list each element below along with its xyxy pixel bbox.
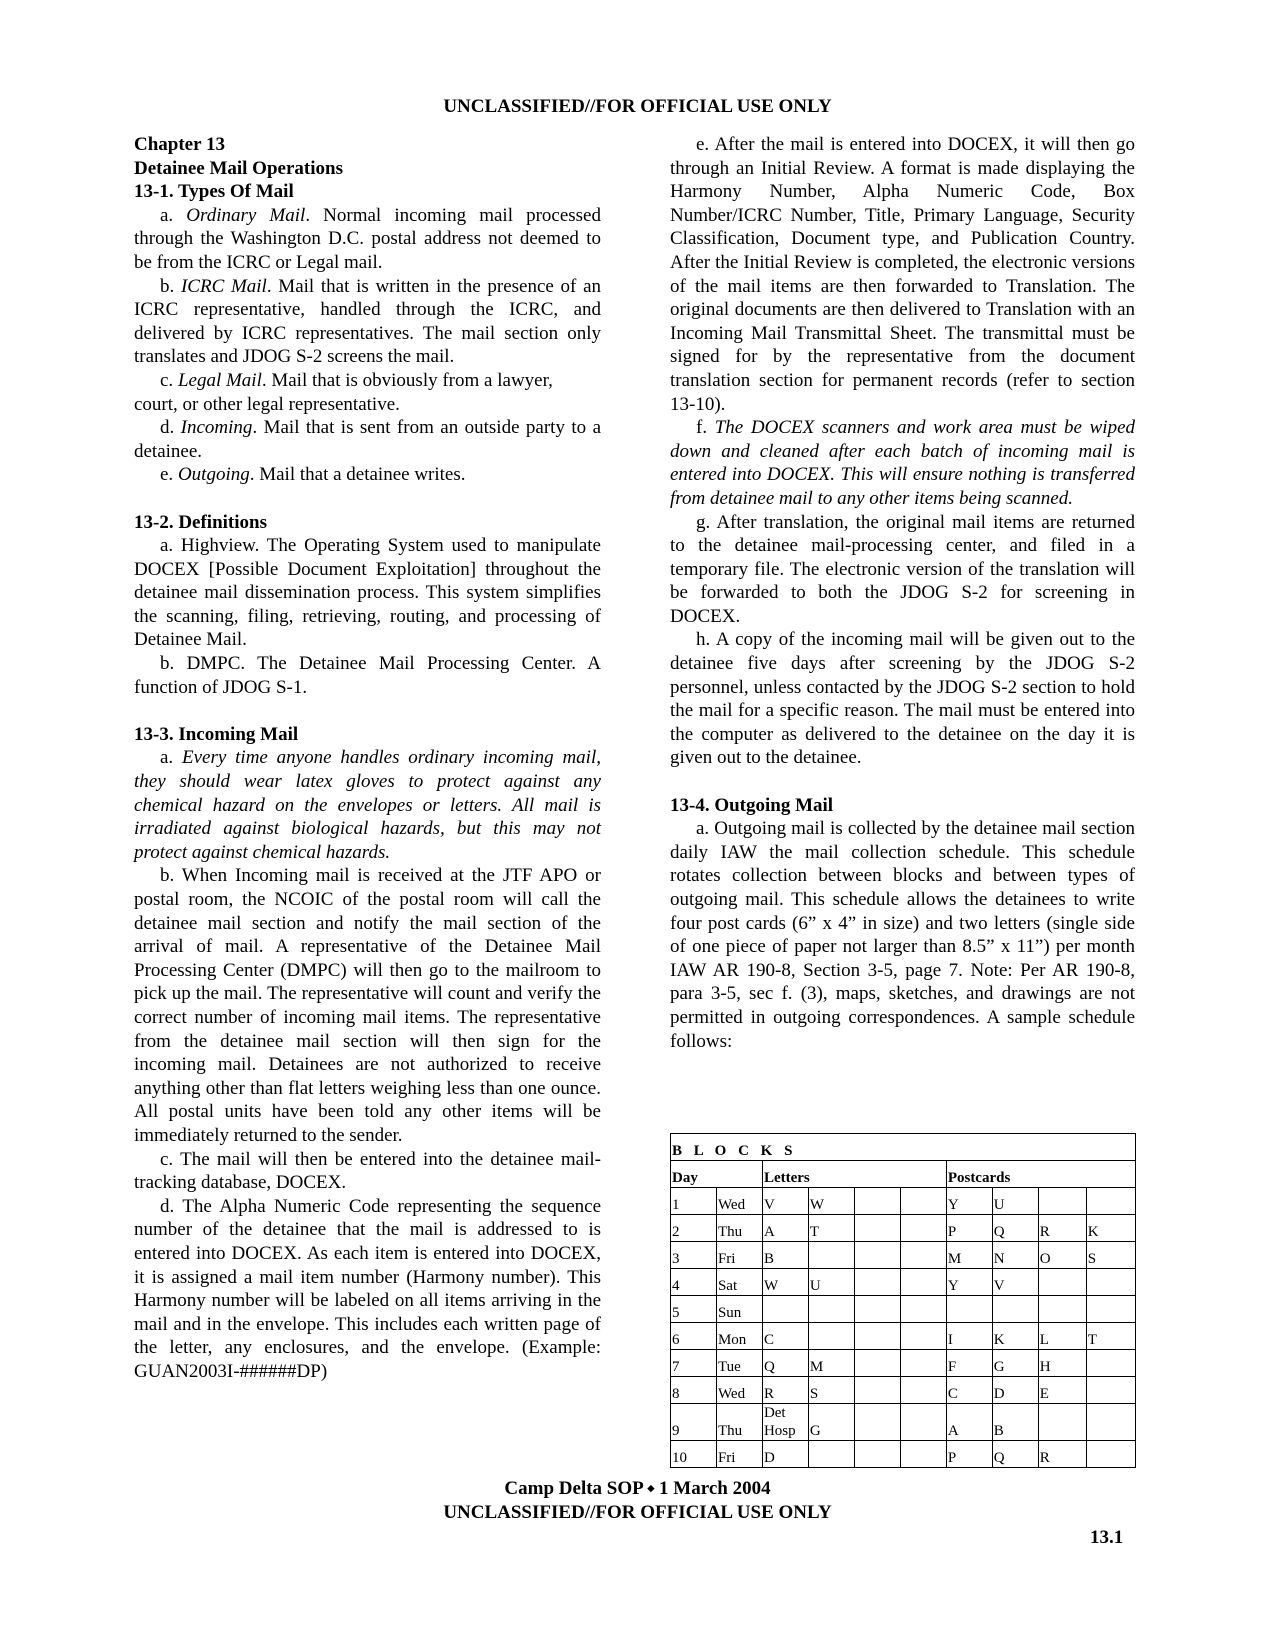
- schedule-cell-day: Thu: [716, 1215, 762, 1242]
- schedule-cell-p1: F: [946, 1350, 992, 1377]
- para-13-3-c: c. The mail will then be entered into the detainee mail-tracking database, DOCEX.: [134, 1148, 601, 1194]
- schedule-cell-l1: V: [762, 1188, 808, 1215]
- schedule-cell-p4: [1086, 1188, 1135, 1215]
- schedule-cell-p2: N: [992, 1242, 1038, 1269]
- schedule-cell-l3: [854, 1441, 900, 1468]
- para-13-2-b: b. DMPC. The Detainee Mail Processing Center. A function of JDOG S-1.: [134, 653, 601, 698]
- schedule-cell-p2: V: [992, 1269, 1038, 1296]
- schedule-cell-l2: [808, 1242, 854, 1269]
- schedule-cell-p4: [1086, 1269, 1135, 1296]
- para-13-1-e: e. Outgoing. Mail that a detainee writes.: [160, 464, 466, 486]
- para-13-3-f: f. The DOCEX scanners and work area must be wiped down and cleaned after each batch of incoming mail is entered into DOCEX. This will ensure nothing is transferred from detainee mail to any other items being scanned.: [670, 417, 1135, 509]
- schedule-cell-l2: M: [808, 1350, 854, 1377]
- schedule-cell-n: 1: [671, 1188, 717, 1215]
- schedule-cell-day: Wed: [716, 1377, 762, 1404]
- schedule-cell-p1: [946, 1296, 992, 1323]
- section-13-3-heading: 13-3. Incoming Mail: [134, 723, 299, 745]
- schedule-cell-l2: S: [808, 1377, 854, 1404]
- schedule-cell-p2: B: [992, 1404, 1038, 1441]
- schedule-cell-p1: M: [946, 1242, 992, 1269]
- schedule-cell-p2: Q: [992, 1215, 1038, 1242]
- schedule-cell-p2: K: [992, 1323, 1038, 1350]
- schedule-cell-l2: G: [808, 1404, 854, 1441]
- schedule-cell-day: Thu: [716, 1404, 762, 1441]
- schedule-row: [671, 1323, 1136, 1350]
- para-13-1-a: a. Ordinary Mail. Normal incoming mail processed through the Washington D.C. postal address not deemed to be from the ICRC or Legal mail.: [134, 204, 601, 273]
- schedule-cell-n: 10: [671, 1441, 717, 1468]
- para-13-3-b: b. When Incoming mail is received at the JTF APO or postal room, the NCOIC of the postal room will call the detainee mail section and notify the mail section of the arrival of mail. A representative of the Detainee Mail Processing Center (DMPC) will then go to the mailroom to pick up the mail. The representative will count and verify the correct number of incoming mail items. The representative from the detainee mail section will then sign for the incoming mail. Detainees are not authorized to receive anything other than flat letters weighing less than one ounce. All postal units have been told any other items will be immediately returned to the sender.: [134, 865, 601, 1146]
- schedule-cell-n: 9: [671, 1404, 717, 1441]
- schedule-cell-l4: [900, 1404, 946, 1441]
- schedule-cell-l2: W: [808, 1188, 854, 1215]
- schedule-cell-p4: [1086, 1350, 1135, 1377]
- schedule-col-postcards: Postcards: [946, 1161, 1135, 1188]
- schedule-col-letters: Letters: [762, 1161, 946, 1188]
- left-column: [134, 133, 601, 1383]
- schedule-cell-l2: [808, 1441, 854, 1468]
- schedule-cell-day: Fri: [716, 1441, 762, 1468]
- schedule-col-day: Day: [671, 1161, 763, 1188]
- schedule-cell-l4: [900, 1242, 946, 1269]
- para-13-1-d: d. Incoming. Mail that is sent from an outside party to a detainee.: [134, 417, 602, 462]
- schedule-cell-p1: I: [946, 1323, 992, 1350]
- schedule-cell-p2: [992, 1296, 1038, 1323]
- schedule-cell-l4: [900, 1350, 946, 1377]
- schedule-cell-p3: [1038, 1269, 1086, 1296]
- footer-classification: UNCLASSIFIED//FOR OFFICIAL USE ONLY: [443, 1502, 832, 1523]
- schedule-cell-l4: [900, 1296, 946, 1323]
- schedule-row: [671, 1188, 1136, 1215]
- schedule-cell-day: Mon: [716, 1323, 762, 1350]
- schedule-cell-n: 7: [671, 1350, 717, 1377]
- schedule-cell-l1: R: [762, 1377, 808, 1404]
- schedule-cell-day: Tue: [716, 1350, 762, 1377]
- schedule-cell-l1: Q: [762, 1350, 808, 1377]
- schedule-cell-l3: [854, 1188, 900, 1215]
- para-13-1-b: b. ICRC Mail. Mail that is written in the presence of an ICRC representative, handled through the ICRC, and delivered by ICRC representatives. The mail section only translates and JDOG S-2 screens the mail.: [134, 275, 602, 368]
- schedule-cell-p4: S: [1086, 1242, 1135, 1269]
- schedule-cell-p3: H: [1038, 1350, 1086, 1377]
- page-number: 13.1: [1090, 1527, 1124, 1548]
- section-13-1-heading: 13-1. Types Of Mail: [134, 181, 294, 203]
- schedule-cell-n: 3: [671, 1242, 717, 1269]
- schedule-cell-l1: A: [762, 1215, 808, 1242]
- schedule-cell-l4: [900, 1269, 946, 1296]
- schedule-cell-p2: D: [992, 1377, 1038, 1404]
- para-13-3-g: g. After translation, the original mail items are returned to the detainee mail-processing center, and filed in a temporary file. The electronic version of the translation will be forwarded to both the JDOG S-2 for screening in DOCEX.: [670, 511, 1135, 627]
- schedule-cell-p1: A: [946, 1404, 992, 1441]
- schedule-cell-n: 2: [671, 1215, 717, 1242]
- para-13-4-a: a. Outgoing mail is collected by the detainee mail section daily IAW the mail collection schedule. This schedule rotates collection between blocks and between types of outgoing mail. This schedule allows the detainees to write four post cards (6” x 4” in size) and two letters (single side of one piece of paper not larger than 8.5” x 11”) per month IAW AR 190-8, Section 3-5, page 7. Note: Per AR 190-8, para 3-5, sec f. (3), maps, sketches, and drawings are not permitted in outgoing correspondences. A sample schedule follows:: [670, 818, 1135, 1052]
- schedule-cell-l3: [854, 1377, 900, 1404]
- schedule-cell-l2: T: [808, 1215, 854, 1242]
- schedule-cell-p1: Y: [946, 1269, 992, 1296]
- schedule-row: [671, 1296, 1136, 1323]
- schedule-cell-day: Wed: [716, 1188, 762, 1215]
- schedule-row: [671, 1441, 1136, 1468]
- schedule-cell-l2: U: [808, 1269, 854, 1296]
- schedule-cell-l3: [854, 1404, 900, 1441]
- schedule-cell-l1: Det Hosp: [762, 1404, 808, 1441]
- schedule-cell-l2: [808, 1296, 854, 1323]
- schedule-row: [671, 1404, 1136, 1441]
- schedule-cell-p1: P: [946, 1441, 992, 1468]
- schedule-cell-l2: [808, 1323, 854, 1350]
- schedule-cell-day: Sat: [716, 1269, 762, 1296]
- mail-schedule-table: [670, 1133, 1136, 1468]
- schedule-cell-l3: [854, 1215, 900, 1242]
- schedule-cell-p1: C: [946, 1377, 992, 1404]
- schedule-cell-l1: D: [762, 1441, 808, 1468]
- classification-header: UNCLASSIFIED//FOR OFFICIAL USE ONLY: [443, 96, 832, 117]
- schedule-row: [671, 1242, 1136, 1269]
- schedule-cell-p1: Y: [946, 1188, 992, 1215]
- schedule-cell-p3: L: [1038, 1323, 1086, 1350]
- schedule-cell-l3: [854, 1350, 900, 1377]
- schedule-cell-p3: [1038, 1296, 1086, 1323]
- schedule-cell-l4: [900, 1441, 946, 1468]
- section-13-2-heading: 13-2. Definitions: [134, 511, 267, 533]
- schedule-row: [671, 1269, 1136, 1296]
- para-13-3-e: e. After the mail is entered into DOCEX, it will then go through an Initial Review. A format is made displaying the Harmony Number, Alpha Numeric Code, Box Number/ICRC Number, Title, Primary Language, Security Classification, Document type, and Publication Country. After the Initial Review is completed, the electronic versions of the mail items are then forwarded to Translation. The original documents are then delivered to Translation with an Incoming Mail Transmittal Sheet. The transmittal must be signed for by the representative from the document translation section for permanent records (refer to section 13-10).: [670, 134, 1135, 415]
- schedule-cell-n: 8: [671, 1377, 717, 1404]
- schedule-cell-p3: [1038, 1188, 1086, 1215]
- schedule-cell-p4: [1086, 1441, 1135, 1468]
- schedule-cell-p4: [1086, 1377, 1135, 1404]
- schedule-cell-p2: U: [992, 1188, 1038, 1215]
- schedule-cell-l3: [854, 1242, 900, 1269]
- schedule-cell-l1: B: [762, 1242, 808, 1269]
- schedule-cell-l1: [762, 1296, 808, 1323]
- para-13-3-h: h. A copy of the incoming mail will be given out to the detainee five days after screening by the JDOG S-2 personnel, unless contacted by the JDOG S-2 section to hold the mail for a specific reason. The mail must be entered into the computer as delivered to the detainee on the day it is given out to the detainee.: [670, 629, 1135, 769]
- schedule-row: [671, 1377, 1136, 1404]
- schedule-cell-p1: P: [946, 1215, 992, 1242]
- schedule-row: [671, 1350, 1136, 1377]
- schedule-cell-p2: Q: [992, 1441, 1038, 1468]
- para-13-1-c: c. Legal Mail. Mail that is obviously from a lawyer, court, or other legal representative.: [134, 369, 553, 415]
- schedule-cell-l3: [854, 1323, 900, 1350]
- schedule-cell-p4: [1086, 1296, 1135, 1323]
- schedule-cell-l4: [900, 1215, 946, 1242]
- schedule-cell-p3: R: [1038, 1215, 1086, 1242]
- schedule-cell-p4: T: [1086, 1323, 1135, 1350]
- schedule-cell-p2: G: [992, 1350, 1038, 1377]
- para-13-3-d: d. The Alpha Numeric Code representing the sequence number of the detainee that the mail is addressed to is entered into DOCEX. As each item is entered into DOCEX, it is assigned a mail item number (Harmony number). This Harmony number will be labeled on all items arriving in the mail and in the envelope. This includes each written page of the letter, any enclosures, and the envelope. (Example: GUAN2003I-######DP): [134, 1195, 601, 1382]
- schedule-cell-l4: [900, 1323, 946, 1350]
- schedule-cell-l1: W: [762, 1269, 808, 1296]
- schedule-cell-p3: [1038, 1404, 1086, 1441]
- schedule-cell-l4: [900, 1377, 946, 1404]
- para-13-2-a: a. Highview. The Operating System used to manipulate DOCEX [Possible Document Exploitation] throughout the detainee mail dissemination process. This system simplifies the scanning, filing, retrieving, routing, and processing of Detainee Mail.: [134, 535, 601, 651]
- footer-sop-date: Camp Delta SOP ⬩ 1 March 2004: [504, 1478, 771, 1499]
- schedule-title: B L O C K S: [671, 1134, 1136, 1161]
- schedule-cell-p4: K: [1086, 1215, 1135, 1242]
- schedule-cell-n: 5: [671, 1296, 717, 1323]
- schedule-cell-p3: R: [1038, 1441, 1086, 1468]
- chapter-title: Detainee Mail Operations: [134, 157, 343, 179]
- schedule-cell-day: Fri: [716, 1242, 762, 1269]
- para-13-3-a: a. Every time anyone handles ordinary incoming mail, they should wear latex gloves to protect against any chemical hazard on the envelopes or letters. All mail is irradiated against biological hazards, but this may not protect against chemical hazards.: [134, 747, 601, 863]
- schedule-cell-p4: [1086, 1404, 1135, 1441]
- schedule-cell-n: 4: [671, 1269, 717, 1296]
- schedule-cell-l3: [854, 1296, 900, 1323]
- chapter-number: Chapter 13: [134, 134, 225, 155]
- schedule-cell-l3: [854, 1269, 900, 1296]
- schedule-cell-l4: [900, 1188, 946, 1215]
- right-column: [670, 133, 1135, 1053]
- schedule-cell-p3: O: [1038, 1242, 1086, 1269]
- section-13-4-heading: 13-4. Outgoing Mail: [670, 794, 834, 816]
- schedule-cell-day: Sun: [716, 1296, 762, 1323]
- schedule-cell-n: 6: [671, 1323, 717, 1350]
- schedule-cell-l1: C: [762, 1323, 808, 1350]
- schedule-row: [671, 1215, 1136, 1242]
- schedule-cell-p3: E: [1038, 1377, 1086, 1404]
